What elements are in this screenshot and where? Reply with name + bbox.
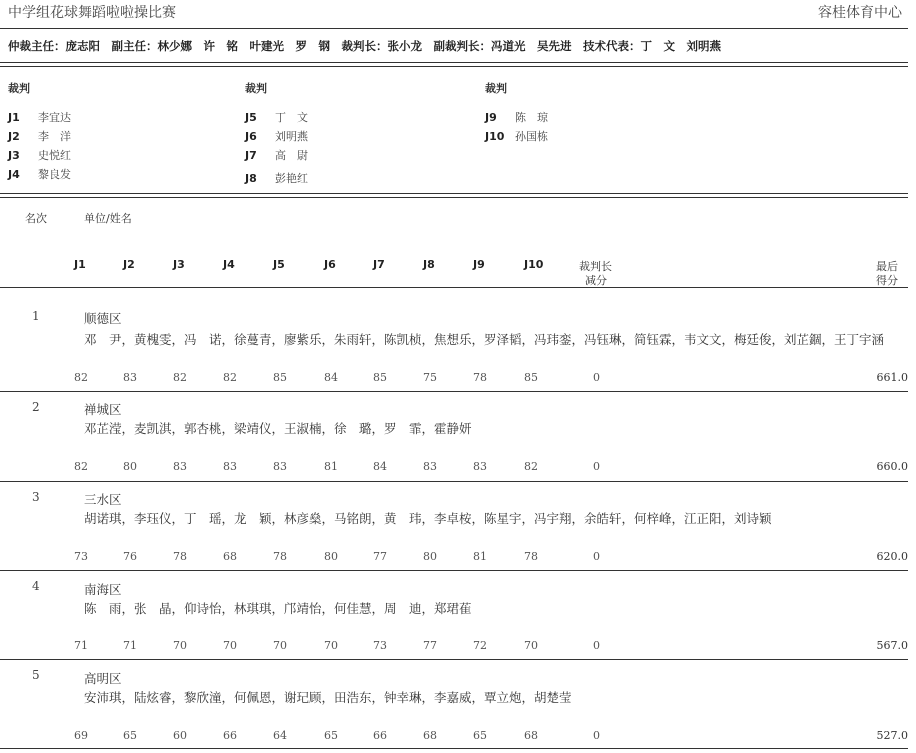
- judge-score: 84: [373, 460, 387, 473]
- judge-score: 85: [373, 371, 387, 384]
- judges-label-col1: 裁判: [8, 82, 30, 95]
- judge-j9: J9 陈 琼: [485, 111, 548, 124]
- judge-score: 78: [473, 371, 487, 384]
- final-score: 661.0: [876, 371, 908, 384]
- competition-title: 中学组花球舞蹈啦啦操比赛: [8, 5, 176, 21]
- judge-j7: J7 高 尉: [245, 149, 308, 162]
- result-rank: 3: [32, 490, 40, 504]
- final-score: 527.0: [876, 729, 908, 742]
- judges-divider-top: [0, 193, 908, 194]
- judge-score: 66: [373, 729, 387, 742]
- result-members: 邓芷滢，麦凯淇，郭杏桃，梁靖仪，王淑楠，徐 璐，罗 霏，霍静妍: [84, 421, 472, 436]
- judge-score: 65: [473, 729, 487, 742]
- result-members: 安沛琪，陆炫睿，黎欣潼，何佩恩，谢玘顾，田浩东，钟幸琳，李嘉威，覃立炮，胡楚莹: [84, 690, 572, 705]
- header-row-divider: [0, 287, 908, 288]
- judge-score: 82: [173, 371, 187, 384]
- final-score: 620.0: [876, 550, 908, 563]
- deduction-value: 0: [593, 729, 600, 742]
- judge-score: 83: [173, 460, 187, 473]
- judge-j3: J3 史悦红: [8, 149, 71, 162]
- judge-score: 65: [324, 729, 338, 742]
- judge-column-header: J5: [273, 258, 285, 271]
- row-divider: [0, 659, 908, 660]
- judge-score: 82: [74, 460, 88, 473]
- judges-divider-bottom: [0, 197, 908, 198]
- row-divider: [0, 570, 908, 571]
- officials-divider-top: [0, 62, 908, 63]
- judge-score: 84: [324, 371, 338, 384]
- judge-score: 64: [273, 729, 287, 742]
- judge-score: 60: [173, 729, 187, 742]
- judge-column-header: J1: [74, 258, 86, 271]
- judge-score: 80: [423, 550, 437, 563]
- judge-score: 73: [74, 550, 88, 563]
- judge-column-header: J2: [123, 258, 135, 271]
- judge-score: 78: [273, 550, 287, 563]
- header-divider: [0, 28, 908, 29]
- judge-score: 81: [324, 460, 338, 473]
- judge-score: 68: [223, 550, 237, 563]
- result-members: 胡诺琪，李珏仪，丁 瑶，龙 颖，林彦燊，马铭朗，黄 玮，李卓桉，陈星宇，冯宇翔，余皓轩，何梓峰，江正阳，刘诗颖: [84, 511, 772, 526]
- result-unit: 南海区: [84, 582, 122, 597]
- deduction-value: 0: [593, 639, 600, 652]
- judge-column-header: J8: [423, 258, 435, 271]
- officials-divider-bottom: [0, 66, 908, 67]
- judge-column-header: J10: [524, 258, 544, 271]
- row-divider: [0, 481, 908, 482]
- judge-score: 83: [273, 460, 287, 473]
- result-rank: 1: [32, 309, 40, 323]
- judge-score: 81: [473, 550, 487, 563]
- judge-score: 70: [223, 639, 237, 652]
- judges-label-col3: 裁判: [485, 82, 507, 95]
- deduction-value: 0: [593, 550, 600, 563]
- judge-score: 80: [123, 460, 137, 473]
- judge-score: 70: [524, 639, 538, 652]
- judge-score: 83: [423, 460, 437, 473]
- judge-score: 77: [373, 550, 387, 563]
- judge-score: 71: [74, 639, 88, 652]
- judge-j4: J4 黎良发: [8, 168, 71, 181]
- rank-column-header: 名次: [25, 212, 47, 225]
- judge-j10: J10 孙国栋: [485, 130, 548, 143]
- judge-score: 78: [524, 550, 538, 563]
- judge-score: 82: [524, 460, 538, 473]
- judge-score: 66: [223, 729, 237, 742]
- final-score-header-line1: 最后: [876, 260, 898, 273]
- row-divider: [0, 391, 908, 392]
- judge-score: 68: [524, 729, 538, 742]
- judge-score: 78: [173, 550, 187, 563]
- judge-j8: J8 彭艳红: [245, 172, 308, 185]
- row-divider: [0, 748, 908, 749]
- judge-score: 83: [223, 460, 237, 473]
- final-score-header-line2: 得分: [876, 274, 898, 287]
- judge-column-header: J7: [373, 258, 385, 271]
- venue-name: 容桂体育中心: [818, 5, 902, 21]
- result-unit: 三水区: [84, 492, 122, 507]
- result-members: 陈 雨，张 晶，仰诗怡，林琪琪，邝靖怡，何佳慧，周 迪，郑珺萑: [84, 601, 472, 616]
- judge-score: 65: [123, 729, 137, 742]
- result-unit: 禅城区: [84, 402, 122, 417]
- officials-line: 仲裁主任：庞志阳 副主任：林少娜 许 铭 叶建光 罗 钢 裁判长：张小龙 副裁判长：冯道光 吴先进 技术代表：丁 文 刘明燕: [8, 39, 721, 53]
- judge-score: 70: [324, 639, 338, 652]
- judge-column-header: J4: [223, 258, 235, 271]
- judge-column-header: J9: [473, 258, 485, 271]
- judge-score: 85: [524, 371, 538, 384]
- judge-score: 75: [423, 371, 437, 384]
- deduction-value: 0: [593, 371, 600, 384]
- judge-score: 83: [473, 460, 487, 473]
- result-members: 邓 尹，黄槐雯，冯 诺，徐蔓青，廖紫乐，朱雨轩，陈凯桢，焦想乐，罗泽韬，冯玮銮，冯钰琳，简钰霖，韦文文，梅廷俊，刘芷錮，王丁宇涵: [84, 332, 885, 347]
- judge-score: 80: [324, 550, 338, 563]
- result-unit: 顺德区: [84, 311, 122, 326]
- judge-score: 70: [173, 639, 187, 652]
- judge-score: 82: [223, 371, 237, 384]
- deduction-value: 0: [593, 460, 600, 473]
- judge-score: 76: [123, 550, 137, 563]
- judge-score: 68: [423, 729, 437, 742]
- judge-j2: J2 李 洋: [8, 130, 71, 143]
- judge-score: 83: [123, 371, 137, 384]
- judge-column-header: J6: [324, 258, 336, 271]
- judge-j1: J1 李宜达: [8, 111, 71, 124]
- judge-j6: J6 刘明燕: [245, 130, 308, 143]
- judge-score: 72: [473, 639, 487, 652]
- judge-score: 73: [373, 639, 387, 652]
- judge-score: 85: [273, 371, 287, 384]
- final-score: 567.0: [876, 639, 908, 652]
- judge-score: 70: [273, 639, 287, 652]
- judge-score: 69: [74, 729, 88, 742]
- judges-label-col2: 裁判: [245, 82, 267, 95]
- judge-score: 82: [74, 371, 88, 384]
- judge-j5: J5 丁 文: [245, 111, 308, 124]
- unit-column-header: 单位/姓名: [84, 212, 132, 225]
- final-score: 660.0: [876, 460, 908, 473]
- deduction-header-line2: 减分: [585, 274, 607, 287]
- result-rank: 4: [32, 579, 40, 593]
- judge-score: 77: [423, 639, 437, 652]
- result-rank: 2: [32, 400, 40, 414]
- judge-column-header: J3: [173, 258, 185, 271]
- judge-score: 71: [123, 639, 137, 652]
- deduction-header-line1: 裁判长: [579, 260, 612, 273]
- result-rank: 5: [32, 668, 40, 682]
- result-unit: 高明区: [84, 671, 122, 686]
